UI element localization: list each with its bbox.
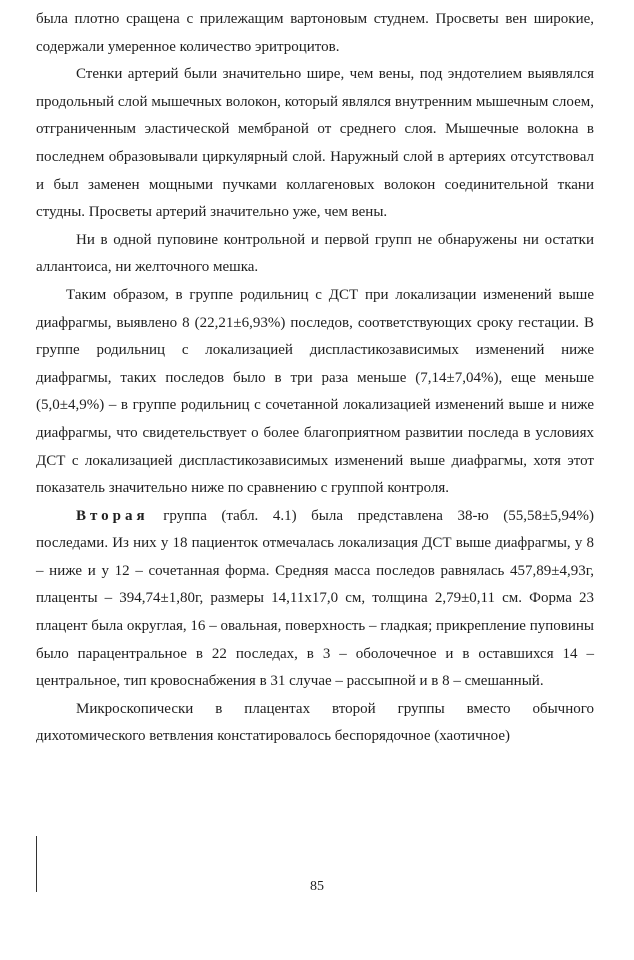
paragraph-3: Ни в одной пуповине контрольной и первой групп не обнаружены ни остатки аллантоиса, ни желточного мешка. <box>36 231 594 276</box>
paragraph-1: была плотно сращена с прилежащим вартоновым студнем. Просветы вен широкие, содержали умеренное количество эритроцитов. <box>36 11 594 55</box>
paragraph-6: Микроскопически в плацентах второй группы вместо обычного дихотомического ветвления констатировалось беспорядочное (хаотичное) <box>36 700 594 745</box>
section-lead-word: Вторая <box>76 507 149 524</box>
page-number: 85 <box>310 879 324 894</box>
paragraph-4: Таким образом, в группе родильниц с ДСТ при локализации изменений выше диафрагмы, выявлено 8 (22,21±6,93%) последов, соответствующих сроку гестации. В группе родильниц с локализацией диспластикозависимых изменений ниже диафрагмы, таких последов было в три раза меньше (7,14±7,04%), еще меньше (5,0±4,9%) – в группе родильниц с сочетанной локализацией изменений выше и ниже диафрагмы, что свидетельствует о более благоприятном развитии последа в условиях ДСТ с локализацией диспластикозависимых изменений выше диафрагмы, хотя этот показатель значительно ниже по сравнению с группой контроля. <box>36 286 594 497</box>
paragraph-5 <box>36 503 594 696</box>
body-text <box>36 6 594 751</box>
paragraph-5-text: группа (табл. 4.1) была представлена 38-ю (55,58±5,94%) последами. Из них у 18 пациенток отмечалась локализация ДСТ выше диафрагмы, у 8 – ниже и у 12 – сочетанная форма. Средняя масса последов равнялась 457,89±4,93г, плаценты – 394,74±1,80г, размеры 14,11x17,0 см, толщина 2,79±0,11 см. Форма 23 плацент была округлая, 16 – овальная, поверхность – гладкая; прикрепление пуповины было парацентральное в 22 последах, в 3 – оболочечное и в оставшихся 14 – центральное, тип кровоснабжения в 31 случае – рассыпной и в 8 – смешанный. <box>36 507 594 690</box>
paragraph-2: Стенки артерий были значительно шире, чем вены, под эндотелием выявлялся продольный слой мышечных волокон, который являлся внутренним мышечным слоем, отграниченным эластической мембраной от среднего слоя. Мышечные волокна в последнем образовывали циркулярный слой. Наружный слой в артериях отсутствовал и был заменен мощными пучками коллагеновых волокон соединительной ткани студны. Просветы артерий значительно уже, чем вены. <box>36 66 594 221</box>
